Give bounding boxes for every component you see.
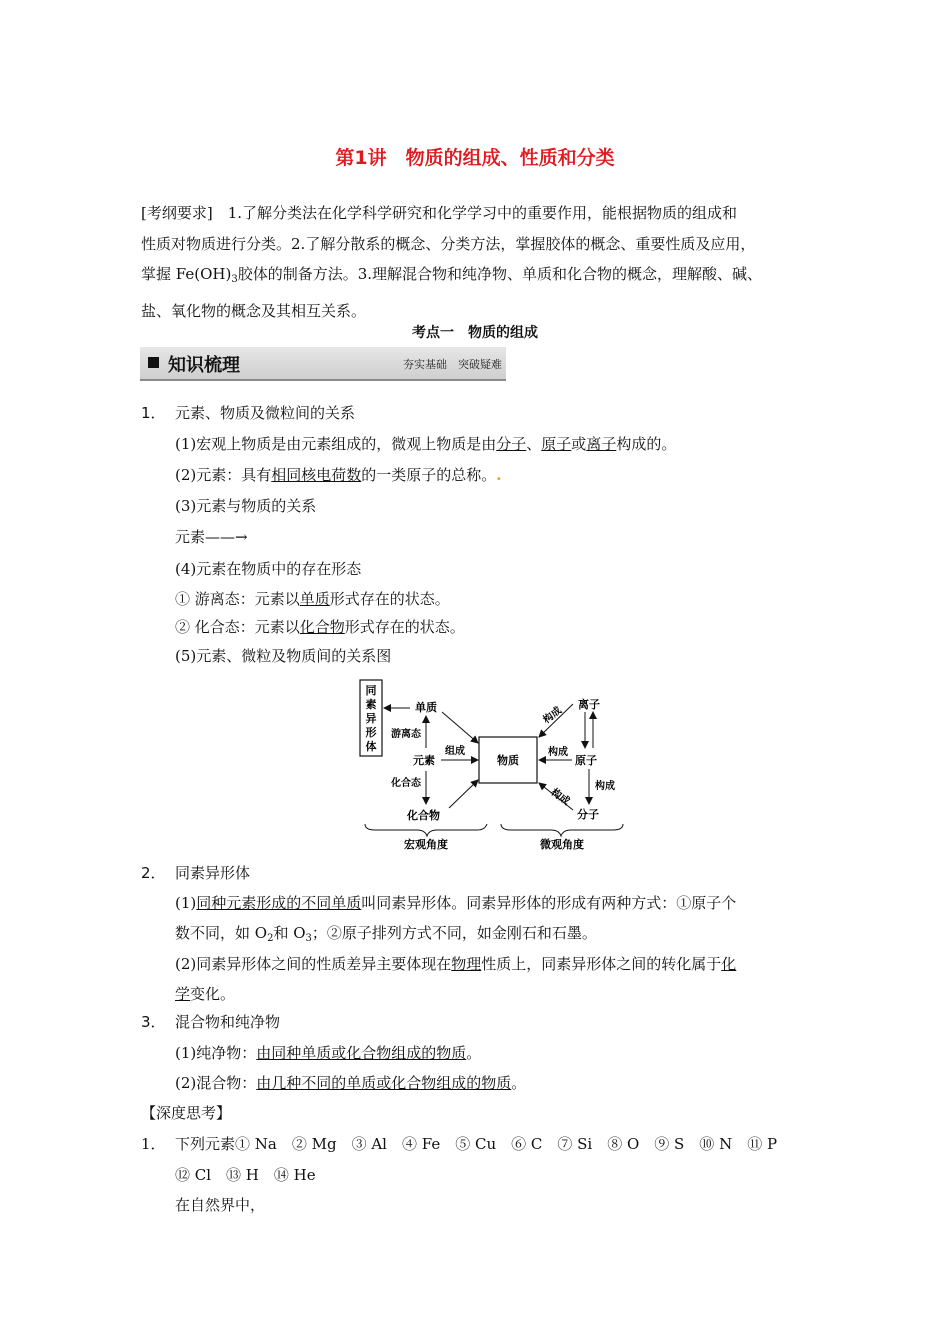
svg-text:体: 体: [365, 740, 377, 753]
label-combined-state: 化合态: [391, 778, 421, 789]
s1-free-state: ① 游离态：元素以单质形式存在的状态。: [175, 590, 450, 608]
svg-text:素: 素: [365, 698, 377, 711]
s1-element-arrow: 元素——→: [175, 528, 248, 546]
svg-text:形: 形: [365, 726, 377, 739]
label-form-atom: 构成: [548, 747, 568, 758]
question-1-line-2: ⑫ Cl ⑬ H ⑭ He: [175, 1166, 316, 1184]
label-macro: 宏观角度: [404, 838, 448, 851]
page-title: 第1讲 物质的组成、性质和分类: [335, 147, 615, 169]
section-2-heading: 2． 同素异形体: [141, 864, 251, 882]
s1-para-4: (4)元素在物质中的存在形态: [175, 560, 362, 578]
section-1-heading: 1． 元素、物质及微粒间的关系: [141, 404, 356, 422]
exam-requirements: [141, 198, 821, 326]
square-bullet-icon: [148, 357, 159, 368]
requirements-line-2: 性质对物质进行分类。2.了解分散系的概念、分类方法，掌握胶体的概念、重要性质及应用，: [141, 234, 756, 253]
svg-text:异: 异: [365, 712, 377, 725]
compound-to-substance-arrow: [449, 780, 478, 808]
requirements-tag: [考纲要求]: [141, 204, 213, 222]
node-ion: 离子: [578, 698, 600, 711]
s2-para-2-line-2: 学变化。: [175, 985, 236, 1003]
node-substance: 物质: [497, 754, 519, 767]
requirements-line-4: 盐、氧化物的概念及其相互关系。: [141, 301, 367, 320]
section-title: 考点一 物质的组成: [412, 325, 538, 341]
node-molecule: 分子: [577, 808, 599, 821]
s2-para-2-line-1: (2)同素异形体之间的性质差异主要体现在物理性质上，同素异形体之间的转化属于化: [175, 955, 737, 973]
banner-subtitle: 夯实基础 突破疑难: [403, 358, 502, 371]
label-form-ion: 构成: [541, 705, 564, 727]
node-simple: 单质: [415, 701, 437, 714]
micro-brace: [501, 824, 623, 836]
node-compound: 化合物: [407, 809, 440, 822]
svg-text:同: 同: [365, 684, 377, 697]
label-micro: 微观角度: [540, 838, 584, 851]
s1-combined-state: ② 化合态：元素以化合物形式存在的状态。: [175, 618, 465, 636]
label-form-right: 构成: [595, 781, 615, 792]
s1-para-5: (5)元素、微粒及物质间的关系图: [175, 647, 392, 665]
macro-brace: [365, 824, 487, 836]
requirements-line-1: [考纲要求] 1.了解分类法在化学科学研究和化学学习中的重要作用，能根据物质的组成和: [141, 204, 738, 222]
s3-mixture: (2)混合物：由几种不同的单质或化合物组成的物质。: [175, 1074, 527, 1092]
question-1-line-1: 1． 下列元素① Na ② Mg ③ Al ④ Fe ⑤ Cu ⑥ C ⑦ Si ⑧ O ⑨ S ⑩ N ⑪ P: [141, 1135, 778, 1153]
s2-para-1-line-2: 数不同，如 $O_2$和 $O_3$；②原子排列方式不同，如金刚石和石墨。: [175, 924, 597, 944]
section-3-heading: 3． 混合物和纯净物: [141, 1013, 281, 1031]
allotrope-label: [366, 684, 378, 753]
s3-pure-substance: (1)纯净物：由同种单质或化合物组成的物质。: [175, 1044, 482, 1062]
label-form-molecule: 构成: [548, 786, 572, 808]
node-atom: 原子: [575, 754, 597, 767]
banner-title: 知识梳理: [168, 355, 240, 376]
s1-para-1: (1)宏观上物质是由元素组成的，微观上物质是由分子、原子或离子构成的。: [175, 435, 677, 453]
s1-para-3: (3)元素与物质的关系: [175, 497, 317, 515]
knowledge-banner: [140, 347, 506, 381]
simple-to-substance-arrow: [442, 712, 478, 743]
relationship-diagram: [355, 676, 630, 856]
s2-para-1-line-1: (1)同种元素形成的不同单质叫同素异形体。同素异形体的形成有两种方式：①原子个: [175, 894, 737, 912]
deep-thinking-heading: 【深度思考】: [141, 1104, 232, 1122]
question-1-line-3: 在自然界中，: [175, 1196, 266, 1214]
label-compose-left: 组成: [445, 746, 465, 757]
s1-para-2: (2)元素：具有相同核电荷数的一类原子的总称。.: [175, 466, 502, 484]
requirements-line-3: 掌握 $Fe(OH)_3$胶体的制备方法。3.理解混合物和纯净物、单质和化合物的概念，理解酸、碱、: [141, 265, 763, 285]
node-element: 元素: [413, 754, 435, 767]
label-free-state: 游离态: [391, 729, 421, 740]
